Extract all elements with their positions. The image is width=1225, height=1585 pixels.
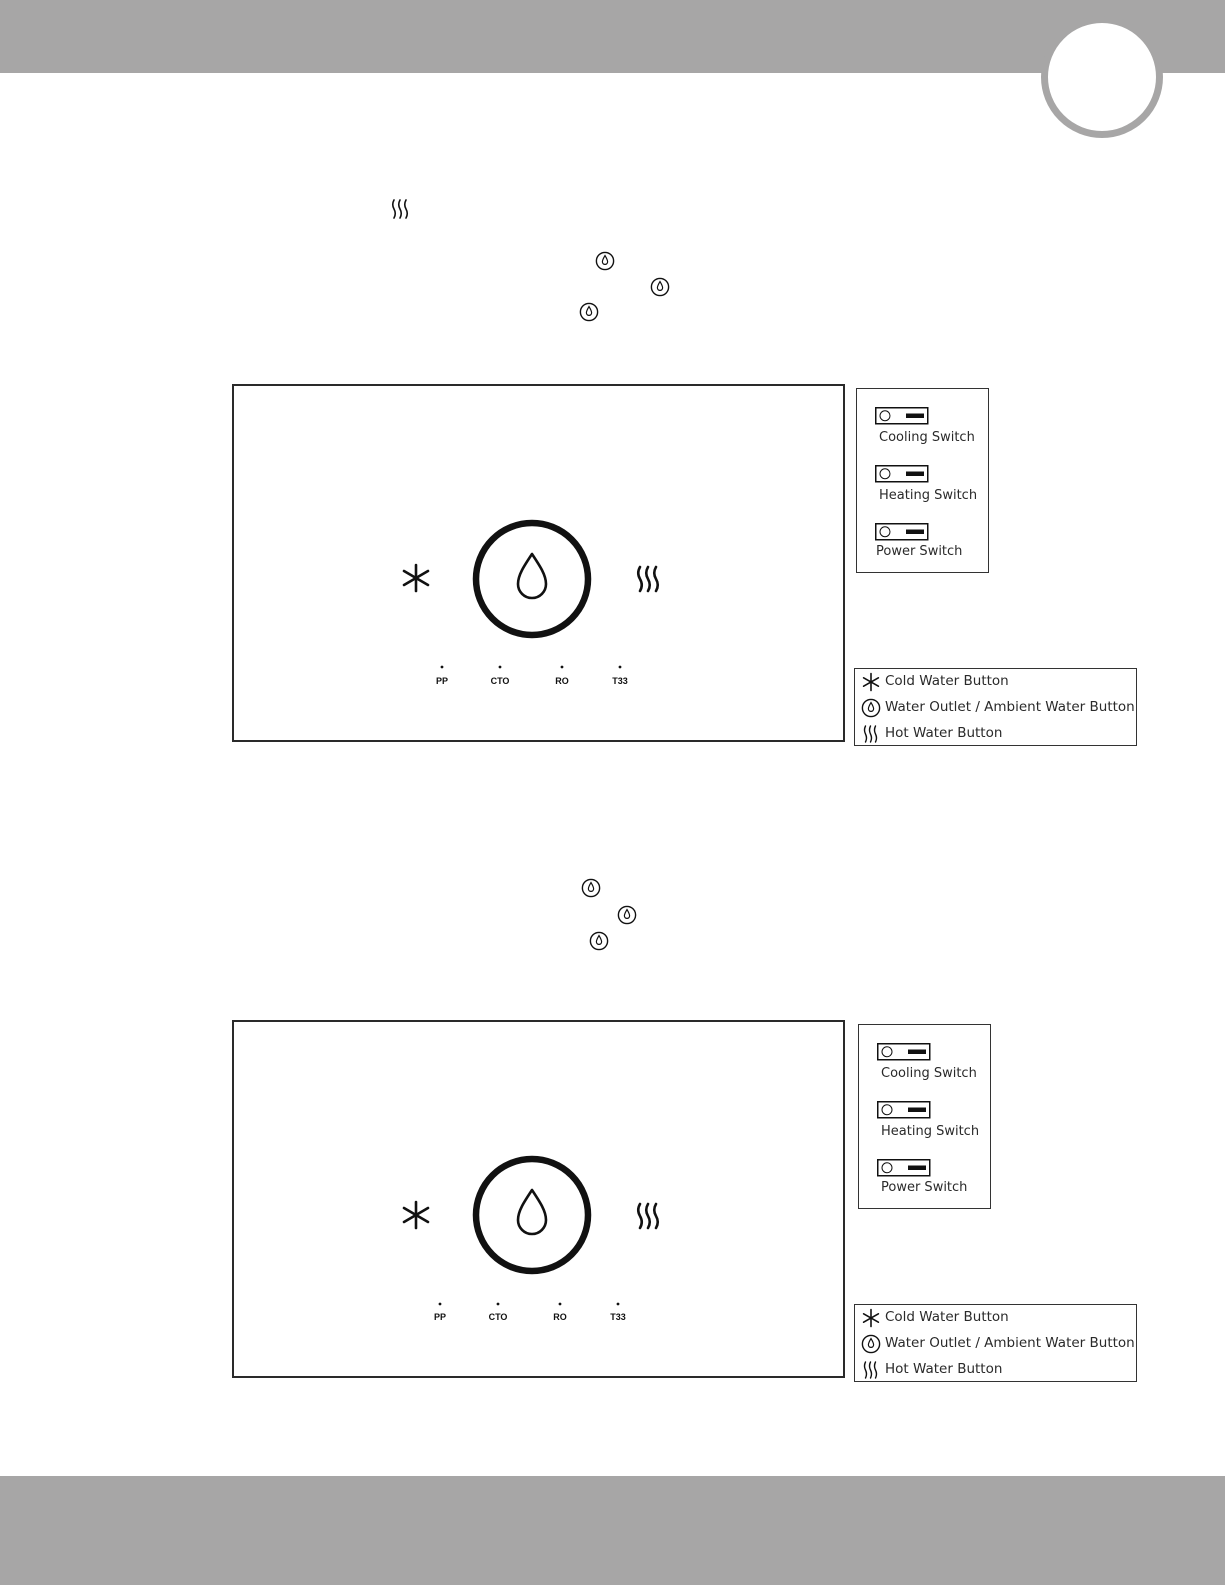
legend-label-hot: Hot Water Button <box>885 725 1003 741</box>
indicator-label-pp: PP <box>435 676 449 686</box>
legend-label-hot: Hot Water Button <box>885 1361 1003 1377</box>
legend-item-ambient <box>855 1332 1136 1354</box>
indicator-label-ro: RO <box>555 676 569 686</box>
water-drop-circle-icon <box>589 931 609 951</box>
indicator-label-pp: PP <box>433 1312 447 1322</box>
heating-switch-label: Heating Switch <box>881 1124 980 1139</box>
water-drop-circle-icon <box>617 905 637 925</box>
water-drop-circle-icon[interactable] <box>476 1159 588 1271</box>
indicator-label-ro: RO <box>553 1312 567 1322</box>
toggle-switch-icon <box>875 523 929 541</box>
button-legend <box>854 1304 1137 1382</box>
toggle-switch-icon <box>875 407 929 425</box>
indicator-dot-pp <box>439 1303 442 1306</box>
indicator-dot-cto <box>499 666 502 669</box>
water-drop-circle-icon <box>595 251 615 271</box>
water-drop-circle-icon <box>579 302 599 322</box>
snowflake-asterisk-icon <box>861 672 881 692</box>
legend-item-cold <box>855 1306 1136 1328</box>
heat-waves-icon <box>391 198 409 220</box>
rear-switches-box <box>856 388 989 573</box>
indicator-lights <box>439 1303 620 1306</box>
header-band <box>0 0 1225 73</box>
cooling-switch-label: Cooling Switch <box>879 430 975 445</box>
legend-label-cold: Cold Water Button <box>885 1309 1009 1325</box>
heating-switch-label: Heating Switch <box>879 488 978 503</box>
toggle-switch-icon <box>877 1043 931 1061</box>
legend-item-hot <box>855 1358 1136 1380</box>
heat-waves-icon[interactable] <box>638 567 658 591</box>
snowflake-asterisk-icon <box>861 1308 881 1328</box>
snowflake-asterisk-icon[interactable] <box>404 1202 428 1228</box>
heat-waves-icon[interactable] <box>638 1204 658 1228</box>
indicator-label-t33: T33 <box>612 676 628 686</box>
cooling-switch-label: Cooling Switch <box>881 1066 977 1081</box>
rear-switches-box <box>858 1024 991 1209</box>
indicator-lights <box>441 666 622 669</box>
water-drop-circle-icon <box>861 1334 881 1354</box>
legend-label-ambient: Water Outlet / Ambient Water Button <box>885 699 1135 715</box>
legend-item-hot <box>855 722 1136 744</box>
page-number-badge <box>1041 16 1163 138</box>
power-switch-label: Power Switch <box>876 544 963 559</box>
control-panel-drawing <box>234 1022 847 1380</box>
water-drop-circle-icon <box>581 878 601 898</box>
indicator-label-cto: CTO <box>490 676 510 686</box>
indicator-dot-t33 <box>619 666 622 669</box>
heat-waves-icon <box>861 1360 881 1380</box>
heat-waves-icon <box>861 724 881 744</box>
legend-label-ambient: Water Outlet / Ambient Water Button <box>885 1335 1135 1351</box>
toggle-switch-icon <box>877 1101 931 1119</box>
indicator-dot-ro <box>561 666 564 669</box>
indicator-dot-cto <box>497 1303 500 1306</box>
legend-item-cold <box>855 670 1136 692</box>
power-switch-label: Power Switch <box>881 1180 968 1195</box>
indicator-dot-pp <box>441 666 444 669</box>
toggle-switch-icon <box>877 1159 931 1177</box>
indicator-label-t33: T33 <box>610 1312 626 1322</box>
water-drop-circle-icon <box>861 698 881 718</box>
button-legend <box>854 668 1137 746</box>
control-panel-diagram <box>232 384 845 742</box>
indicator-dot-t33 <box>617 1303 620 1306</box>
water-drop-circle-icon <box>650 277 670 297</box>
toggle-switch-icon <box>875 465 929 483</box>
snowflake-asterisk-icon[interactable] <box>404 565 428 591</box>
footer-band <box>0 1476 1225 1585</box>
control-panel-drawing <box>234 386 847 744</box>
control-panel-diagram <box>232 1020 845 1378</box>
indicator-label-cto: CTO <box>488 1312 508 1322</box>
indicator-dot-ro <box>559 1303 562 1306</box>
legend-item-ambient <box>855 696 1136 718</box>
water-drop-circle-icon[interactable] <box>476 523 588 635</box>
legend-label-cold: Cold Water Button <box>885 673 1009 689</box>
